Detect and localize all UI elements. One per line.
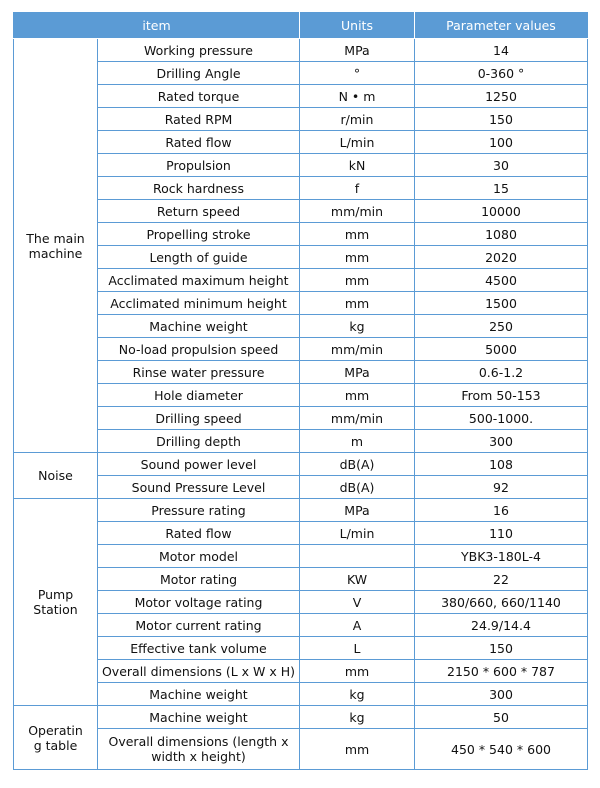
item-cell: Rated flow <box>98 131 300 154</box>
item-cell: Machine weight <box>98 683 300 706</box>
table-row <box>14 591 588 614</box>
unit-cell: f <box>300 177 415 200</box>
table-row <box>14 246 588 269</box>
item-cell: Length of guide <box>98 246 300 269</box>
table-row <box>14 637 588 660</box>
item-cell: Overall dimensions (length x width x height) <box>98 729 300 770</box>
item-cell: Rock hardness <box>98 177 300 200</box>
table-row <box>14 39 588 62</box>
item-cell: Return speed <box>98 200 300 223</box>
unit-cell: MPa <box>300 39 415 62</box>
value-cell: YBK3-180L-4 <box>415 545 588 568</box>
unit-cell: kg <box>300 706 415 729</box>
group-label: Pump Station <box>14 499 98 706</box>
value-cell: 92 <box>415 476 588 499</box>
value-cell: 1500 <box>415 292 588 315</box>
unit-cell <box>300 545 415 568</box>
item-cell: Machine weight <box>98 315 300 338</box>
table-row <box>14 292 588 315</box>
unit-cell: kg <box>300 315 415 338</box>
value-cell: 300 <box>415 683 588 706</box>
unit-cell: L/min <box>300 522 415 545</box>
value-cell: 150 <box>415 108 588 131</box>
spec-table <box>13 12 588 770</box>
spec-body <box>14 39 588 770</box>
unit-cell: L/min <box>300 131 415 154</box>
value-cell: 500-1000. <box>415 407 588 430</box>
value-cell: 0-360 ° <box>415 62 588 85</box>
unit-cell: mm/min <box>300 338 415 361</box>
unit-cell: dB(A) <box>300 476 415 499</box>
table-row <box>14 200 588 223</box>
value-cell: 50 <box>415 706 588 729</box>
unit-cell: N • m <box>300 85 415 108</box>
value-cell: 0.6-1.2 <box>415 361 588 384</box>
item-cell: Acclimated minimum height <box>98 292 300 315</box>
value-cell: 1250 <box>415 85 588 108</box>
item-cell: Propelling stroke <box>98 223 300 246</box>
value-cell: 2150 * 600 * 787 <box>415 660 588 683</box>
value-cell: 5000 <box>415 338 588 361</box>
table-row <box>14 499 588 522</box>
table-row <box>14 361 588 384</box>
table-row <box>14 545 588 568</box>
item-cell: Drilling Angle <box>98 62 300 85</box>
value-cell: 380/660, 660/1140 <box>415 591 588 614</box>
unit-cell: KW <box>300 568 415 591</box>
unit-cell: m <box>300 430 415 453</box>
value-cell: 108 <box>415 453 588 476</box>
table-row <box>14 476 588 499</box>
value-cell: 15 <box>415 177 588 200</box>
unit-cell: MPa <box>300 361 415 384</box>
item-cell: Pressure rating <box>98 499 300 522</box>
table-row <box>14 223 588 246</box>
unit-cell: kN <box>300 154 415 177</box>
table-row <box>14 131 588 154</box>
unit-cell: mm <box>300 729 415 770</box>
unit-cell: mm <box>300 660 415 683</box>
item-cell: Acclimated maximum height <box>98 269 300 292</box>
value-cell: 16 <box>415 499 588 522</box>
table-row <box>14 62 588 85</box>
value-cell: 150 <box>415 637 588 660</box>
table-row <box>14 614 588 637</box>
table-row <box>14 407 588 430</box>
table-row <box>14 177 588 200</box>
unit-cell: mm/min <box>300 200 415 223</box>
group-label: The main machine <box>14 39 98 453</box>
value-cell: 24.9/14.4 <box>415 614 588 637</box>
item-cell: Drilling depth <box>98 430 300 453</box>
unit-cell: kg <box>300 683 415 706</box>
value-cell: 30 <box>415 154 588 177</box>
item-cell: Effective tank volume <box>98 637 300 660</box>
table-row <box>14 660 588 683</box>
table-row <box>14 384 588 407</box>
item-cell: No-load propulsion speed <box>98 338 300 361</box>
item-cell: Propulsion <box>98 154 300 177</box>
item-cell: Motor current rating <box>98 614 300 637</box>
table-row <box>14 154 588 177</box>
unit-cell: r/min <box>300 108 415 131</box>
table-row <box>14 315 588 338</box>
value-cell: 1080 <box>415 223 588 246</box>
value-cell: 14 <box>415 39 588 62</box>
item-cell: Sound Pressure Level <box>98 476 300 499</box>
unit-cell: mm <box>300 246 415 269</box>
group-label: Operatin g table <box>14 706 98 770</box>
unit-cell: mm <box>300 269 415 292</box>
item-cell: Rated torque <box>98 85 300 108</box>
item-cell: Motor model <box>98 545 300 568</box>
item-cell: Sound power level <box>98 453 300 476</box>
value-cell: 4500 <box>415 269 588 292</box>
value-cell: 22 <box>415 568 588 591</box>
item-cell: Hole diameter <box>98 384 300 407</box>
unit-cell: ° <box>300 62 415 85</box>
unit-cell: mm <box>300 292 415 315</box>
value-cell: From 50-153 <box>415 384 588 407</box>
table-row <box>14 338 588 361</box>
table-row <box>14 269 588 292</box>
unit-cell: A <box>300 614 415 637</box>
value-cell: 2020 <box>415 246 588 269</box>
item-cell: Motor rating <box>98 568 300 591</box>
header-row <box>14 13 588 39</box>
header-parameter-values: Parameter values <box>415 13 588 39</box>
value-cell: 100 <box>415 131 588 154</box>
value-cell: 450 * 540 * 600 <box>415 729 588 770</box>
table-row <box>14 522 588 545</box>
table-row <box>14 453 588 476</box>
group-label: Noise <box>14 453 98 499</box>
unit-cell: MPa <box>300 499 415 522</box>
unit-cell: mm <box>300 223 415 246</box>
table-row <box>14 85 588 108</box>
value-cell: 250 <box>415 315 588 338</box>
value-cell: 300 <box>415 430 588 453</box>
value-cell: 10000 <box>415 200 588 223</box>
table-row <box>14 568 588 591</box>
unit-cell: V <box>300 591 415 614</box>
unit-cell: L <box>300 637 415 660</box>
table-row <box>14 683 588 706</box>
item-cell: Working pressure <box>98 39 300 62</box>
header-units: Units <box>300 13 415 39</box>
table-row <box>14 108 588 131</box>
header-item: item <box>14 13 300 39</box>
item-cell: Motor voltage rating <box>98 591 300 614</box>
item-cell: Overall dimensions (L x W x H) <box>98 660 300 683</box>
item-cell: Rated flow <box>98 522 300 545</box>
table-row <box>14 706 588 729</box>
item-cell: Drilling speed <box>98 407 300 430</box>
item-cell: Rated RPM <box>98 108 300 131</box>
table-row <box>14 430 588 453</box>
unit-cell: mm/min <box>300 407 415 430</box>
value-cell: 110 <box>415 522 588 545</box>
item-cell: Rinse water pressure <box>98 361 300 384</box>
unit-cell: mm <box>300 384 415 407</box>
unit-cell: dB(A) <box>300 453 415 476</box>
table-row <box>14 729 588 770</box>
item-cell: Machine weight <box>98 706 300 729</box>
